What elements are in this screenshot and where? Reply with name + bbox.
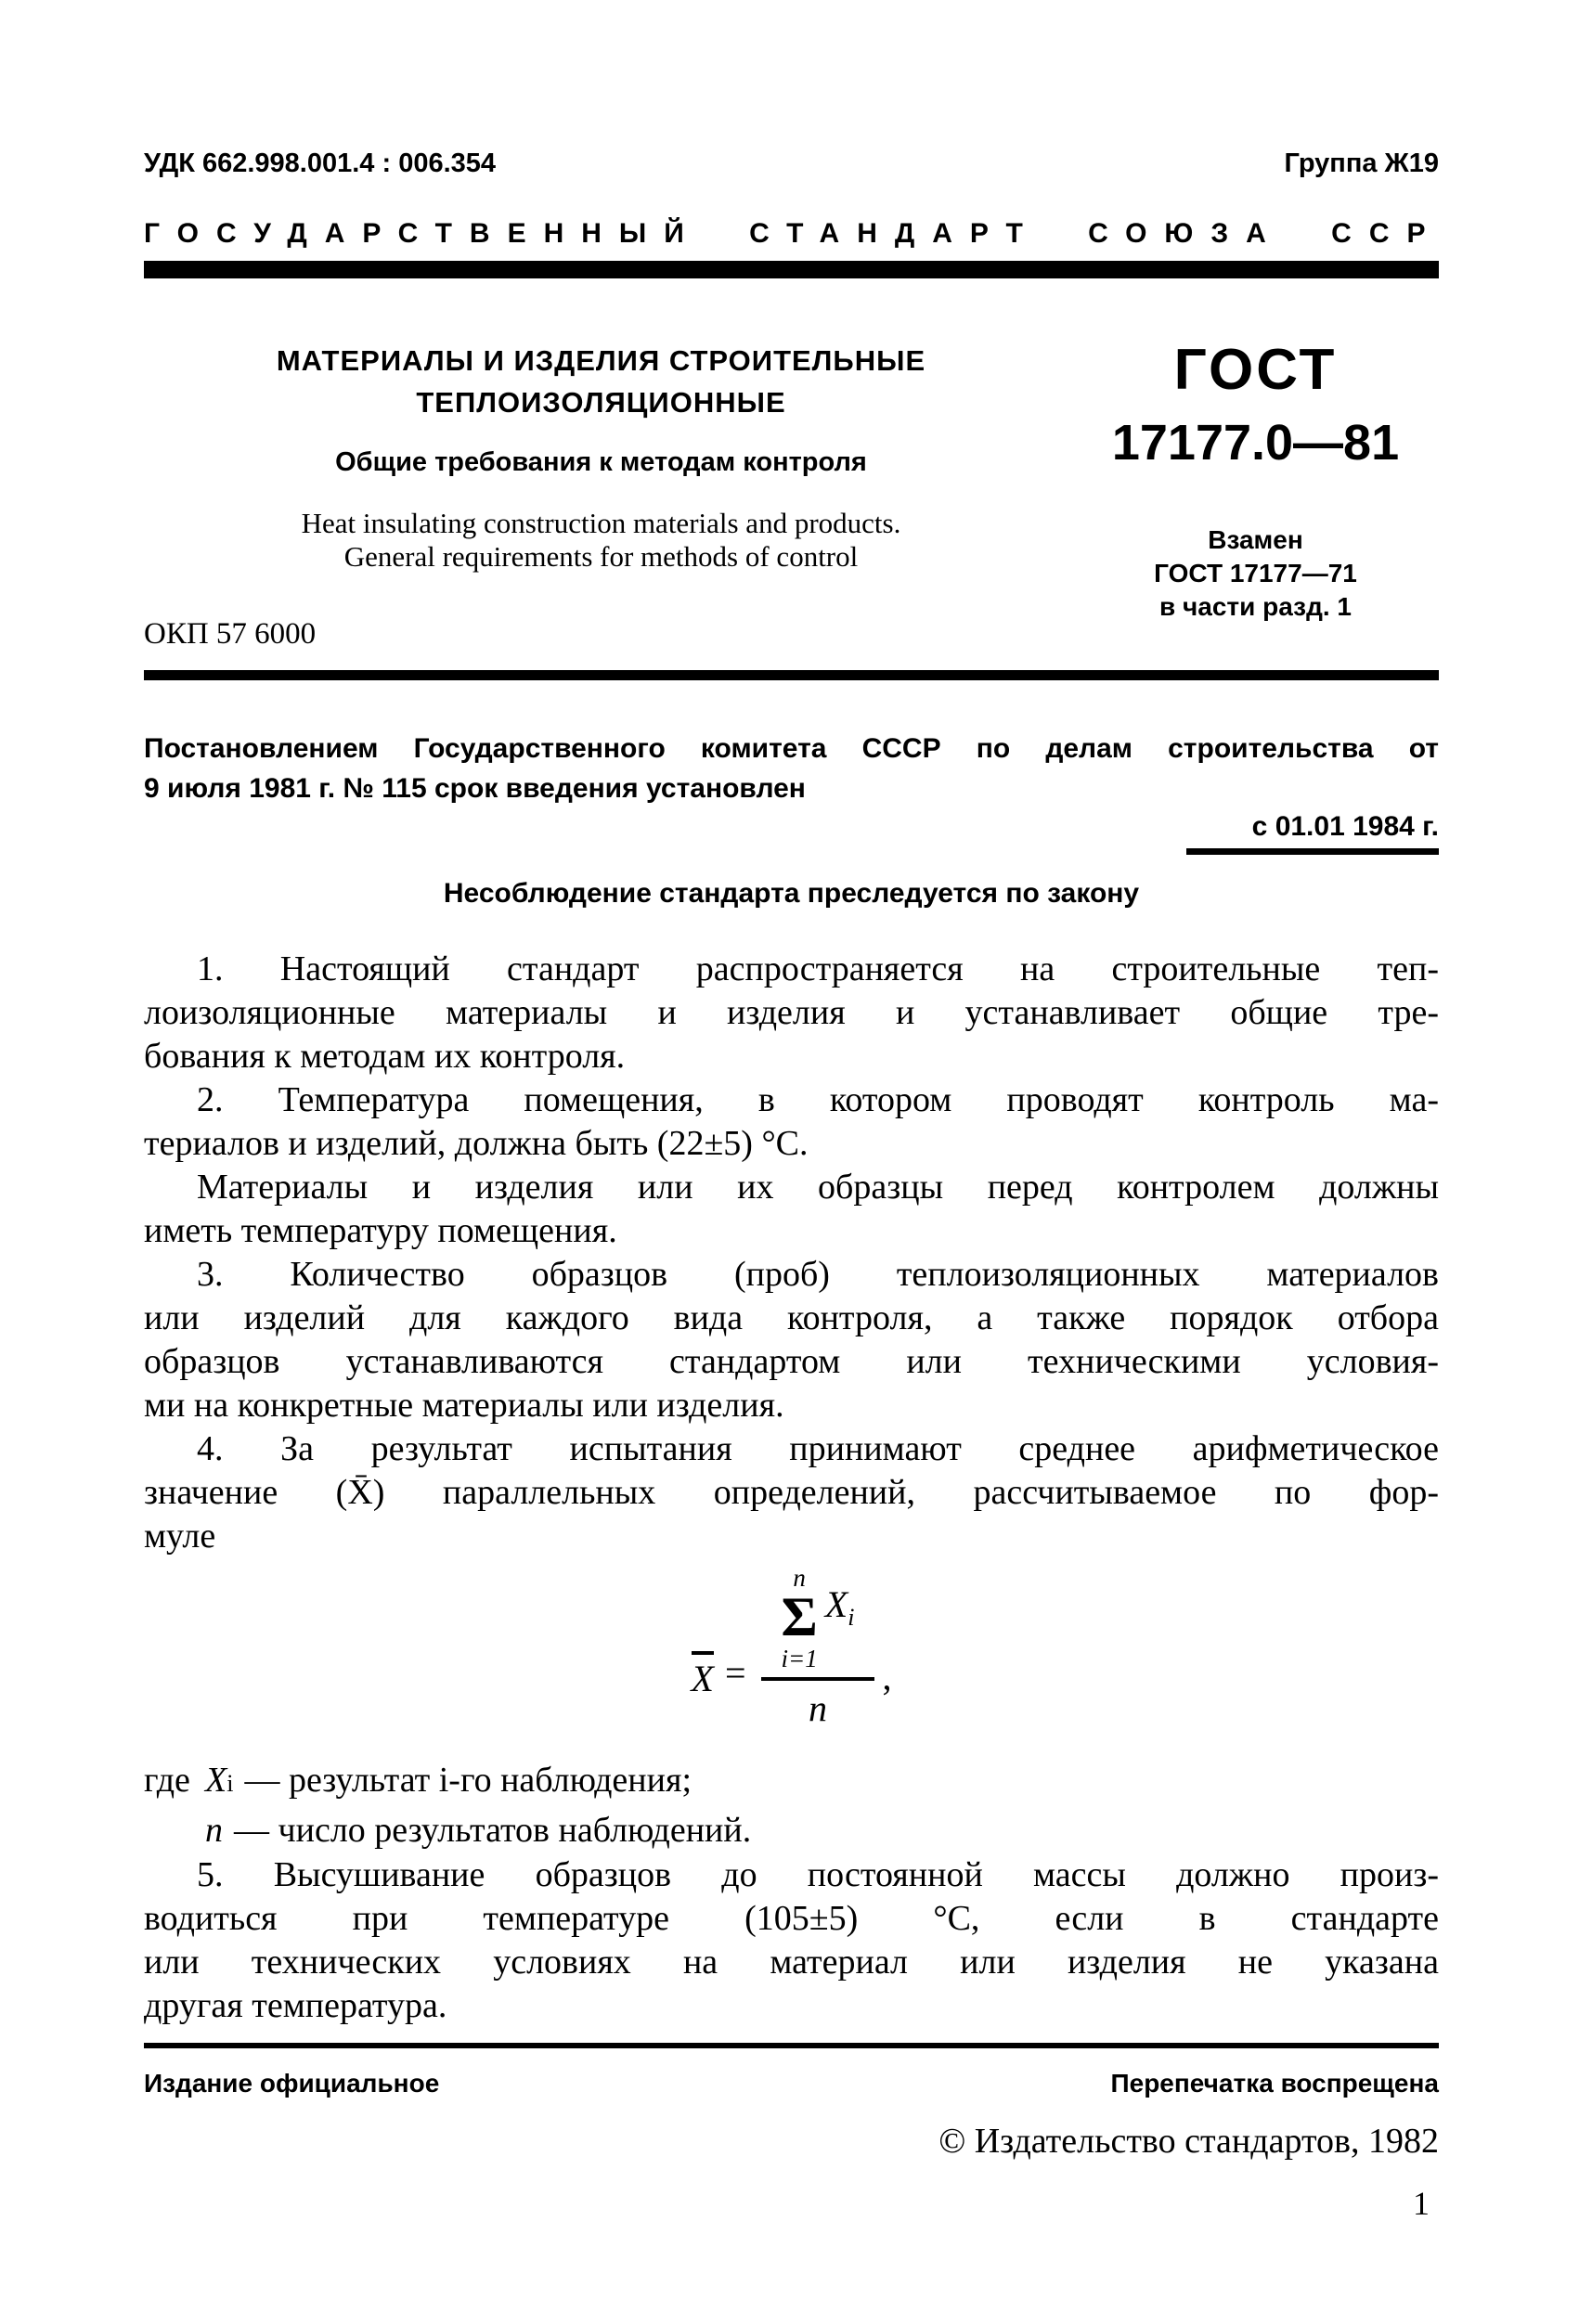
- replaces-line3: в части разд. 1: [1159, 592, 1352, 621]
- where-symbol: X: [205, 1761, 227, 1800]
- sigma-symbol: Σ: [781, 1586, 818, 1647]
- meta-row: [144, 148, 1439, 178]
- x-bar: X: [692, 1651, 714, 1700]
- text-line: Материалы и изделия или их образцы перед контролем должны: [197, 1168, 1439, 1207]
- title-ru-line2: ТЕПЛОИЗОЛЯЦИОННЫЕ: [416, 386, 786, 419]
- standard-subtitle-ru: Общие требования к методам контроля: [335, 447, 867, 477]
- standard-title-ru: [144, 340, 1058, 423]
- text-line: или изделий для каждого вида контроля, а также порядок отбора: [144, 1298, 1439, 1337]
- summation-upper-limit: n: [793, 1564, 806, 1592]
- where-description: — число результатов наблюдений.: [234, 1811, 752, 1850]
- where-definitions: [144, 1757, 1439, 1853]
- formula-denominator: n: [809, 1687, 827, 1729]
- formula-numerator: [761, 1566, 875, 1677]
- page-number: 1: [1413, 2185, 1430, 2222]
- where-definition-row: [144, 1757, 1439, 1807]
- formula-mean-symbol: [692, 1651, 714, 1700]
- text-line: ми на конкретные материалы или изделия.: [144, 1386, 784, 1425]
- footer-divider-rule: [144, 2043, 1439, 2048]
- text-line: значение (X̄) параллельных определений, рассчитываемое по фор-: [144, 1473, 1439, 1512]
- body-paragraphs: [144, 948, 1439, 1558]
- summation-block: [782, 1566, 818, 1672]
- title-ru-line1: МАТЕРИАЛЫ И ИЗДЕЛИЯ СТРОИТЕЛЬНЫЕ: [276, 344, 926, 377]
- mean-formula: [144, 1566, 1439, 1748]
- okp-code: ОКП 57 6000: [144, 617, 317, 651]
- udk-code: УДК 662.998.001.4 : 006.354: [144, 148, 497, 178]
- replaces-line2: ГОСТ 17177—71: [1154, 559, 1357, 587]
- title-section: [144, 340, 1439, 650]
- standard-title-en: [144, 507, 1058, 574]
- title-en-line2: General requirements for methods of control: [343, 540, 859, 573]
- formula-equals: =: [724, 1652, 746, 1694]
- banner-underline-bar: [144, 261, 1439, 278]
- summation-lower-limit: i=1: [781, 1645, 818, 1672]
- text-line: водиться при температуре (105±5) °С, если в стандарте: [144, 1899, 1439, 1938]
- gost-number: 17177.0—81: [1111, 415, 1400, 471]
- group-code: Группа Ж19: [1284, 148, 1439, 178]
- text-line: или технических условиях на материал или изделия не указана: [144, 1943, 1439, 1982]
- formula-term: [825, 1582, 855, 1632]
- final-paragraph: [144, 1853, 1439, 2028]
- text-line: лоизоляционные материалы и изделия и устанавливает общие тре-: [144, 993, 1439, 1032]
- text-line: иметь температуру помещения.: [144, 1211, 617, 1250]
- formula-comma: ,: [882, 1656, 892, 1698]
- where-symbol: n: [205, 1811, 223, 1850]
- copyright-notice: © Издательство стандартов, 1982: [938, 2122, 1439, 2161]
- text-line: 4. За результат испытания принимают среднее арифметическое: [197, 1429, 1439, 1468]
- official-edition-label: Издание официальное: [144, 2069, 440, 2098]
- effective-date: с 01.01 1984 г.: [1251, 811, 1439, 842]
- text-line: 2. Температура помещения, в котором проводят контроль ма-: [197, 1080, 1439, 1119]
- law-notice: Несоблюдение стандарта преследуется по закону: [443, 878, 1140, 909]
- term-base: X: [824, 1582, 848, 1625]
- header-divider-rule: [144, 670, 1439, 680]
- gost-label: ГОСТ: [1173, 338, 1338, 402]
- where-description: — результат i-го наблюдения;: [244, 1761, 692, 1800]
- text-line: муле: [144, 1517, 216, 1556]
- text-line: 3. Количество образцов (проб) теплоизоляционных материалов: [197, 1255, 1439, 1294]
- where-definition-row: [144, 1807, 1439, 1853]
- where-symbol-subscript: i: [226, 1770, 234, 1797]
- text-line: бования к методам их контроля.: [144, 1037, 626, 1076]
- effective-date-underline: [1186, 848, 1439, 855]
- decree-paragraph: [144, 729, 1439, 808]
- text-line: Постановлением Государственного комитета СССР по делам строительства от: [144, 733, 1439, 764]
- term-subscript: i: [848, 1603, 855, 1631]
- text-line: 9 июля 1981 г. № 115 срок введения установлен: [144, 773, 806, 804]
- text-line: другая температура.: [144, 1986, 447, 2025]
- where-lead: где: [144, 1761, 190, 1800]
- state-standard-banner: ГОСУДАРСТВЕННЫЙ СТАНДАРТ СОЮЗА ССР: [144, 218, 1443, 249]
- gost-code-block: [1072, 340, 1439, 650]
- reprint-prohibited-label: Перепечатка воспрещена: [1110, 2069, 1439, 2098]
- text-line: териалов и изделий, должна быть (22±5) °С.: [144, 1124, 809, 1163]
- text-line: 5. Высушивание образцов до постоянной массы должно произ-: [197, 1855, 1439, 1894]
- text-line: образцов устанавливаются стандартом или техническими условия-: [144, 1342, 1439, 1381]
- replaces-note: [1072, 523, 1439, 624]
- formula-fraction: [761, 1566, 875, 1730]
- footer-row: [144, 2069, 1439, 2098]
- text-line: 1. Настоящий стандарт распространяется на строительные теп-: [197, 949, 1439, 988]
- title-left-column: [144, 340, 1058, 650]
- title-en-line1: Heat insulating construction materials and products.: [301, 507, 901, 539]
- replaces-line1: Взамен: [1208, 525, 1303, 554]
